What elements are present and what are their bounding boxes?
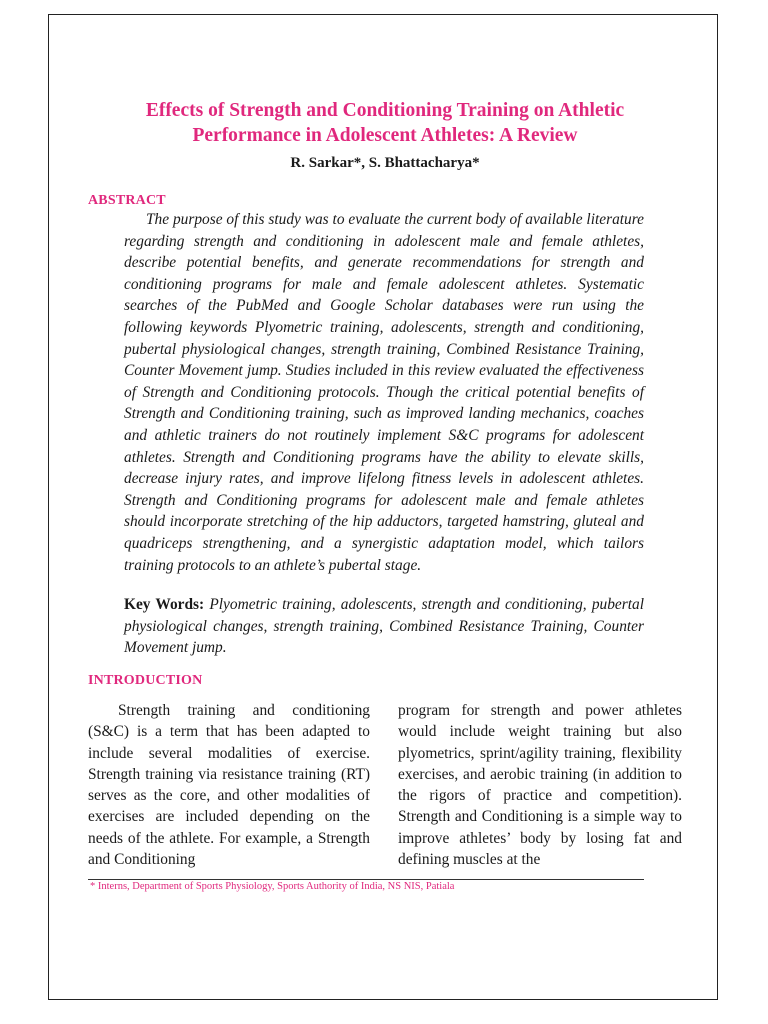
title-line-1: Effects of Strength and Conditioning Training on Athletic <box>145 100 625 121</box>
paper-title <box>80 98 690 148</box>
intro-right-text: program for strength and power athletes would include weight training but also plyometrics, sprint/agility training, flexibility exercises, and aerobic training (in addition to the rigors of practice and competition). Strength and Conditioning is a simple way to improve athletes’ body by losing fat and defining muscles at the <box>398 702 682 869</box>
abstract-body-text: The purpose of this study was to evaluate the current body of available literature regarding strength and conditioning in adolescent male and female athletes, describe potential benefits, and generate recommendations for strength and conditioning programs for male and female adolescent athletes. Systematic searches of the PubMed and Google Scholar databases were run using the following keywords Plyometric training, adolescents, strength and conditioning, pubertal physiological changes, strength training, Combined Resistance Training, Counter Movement jump. Studies included in this review evaluated the effectiveness of Strength and Conditioning protocols. Though the critical potential benefits of Strength and Conditioning training, such as improved landing mechanics, coaches and athletic trainers do not routinely implement S&C programs for adolescent athletes. Strength and Conditioning programs have the ability to elevate skills, decrease injury rates, and improve lifelong fitness levels in adolescent athletes. Strength and Conditioning programs for adolescent male and female athletes should incorporate stretching of the hip adductors, targeted hamstring, gluteal and quadriceps strengthening, and a synergistic adaptation model, which tailors training protocols to an athlete’s pubertal stage. <box>124 211 644 574</box>
introduction-heading: INTRODUCTION <box>88 673 203 688</box>
keywords-label: Key Words: <box>124 596 205 613</box>
intro-left-text: Strength training and conditioning (S&C) is a term that has been adapted to include several modalities of exercise. Strength training via resistance training (RT) serves as the core, and other modalities of exercises are included depending on the needs of the athlete. For example, a Strength and Conditioning <box>88 702 370 869</box>
intro-column-right <box>398 700 682 870</box>
intro-column-left <box>88 700 370 870</box>
footnote-divider <box>88 879 644 880</box>
abstract-heading: ABSTRACT <box>88 193 166 208</box>
footnote: * Interns, Department of Sports Physiology, Sports Authority of India, NS NIS, Patiala <box>90 881 455 892</box>
keywords <box>124 594 644 659</box>
authors: R. Sarkar*, S. Bhattacharya* <box>290 155 480 171</box>
keywords-text: Plyometric training, adolescents, strength and conditioning, pubertal physiological changes, strength training, Combined Resistance Training, Counter Movement jump. <box>124 596 644 657</box>
title-line-2: Performance in Adolescent Athletes: A Review <box>192 125 578 146</box>
abstract-text <box>124 209 644 576</box>
